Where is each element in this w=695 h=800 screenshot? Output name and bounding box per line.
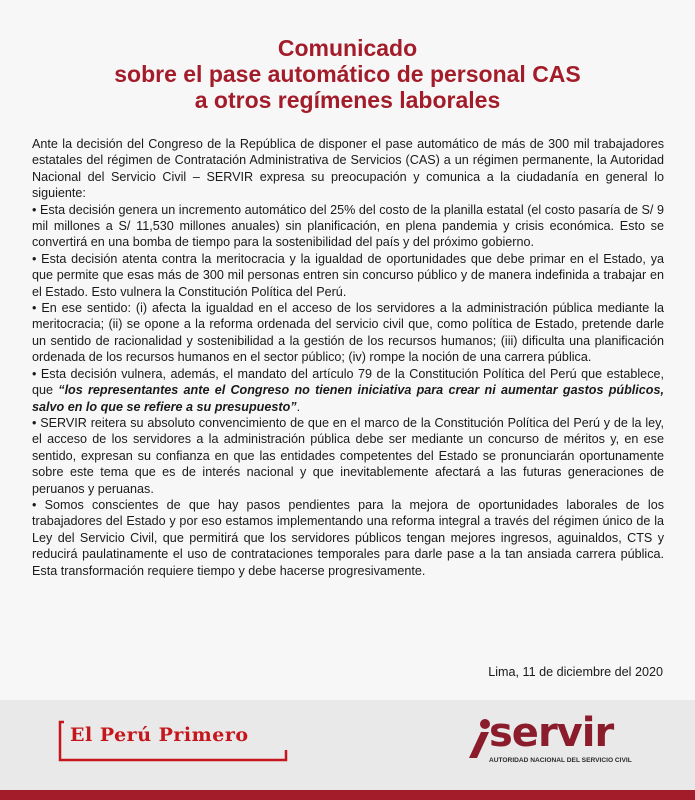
title-line-3: a otros regímenes laborales: [194, 87, 501, 113]
servir-subtitle: AUTORIDAD NACIONAL DEL SERVICIO CIVIL: [489, 757, 632, 764]
peru-primero-logo: [58, 720, 288, 762]
servir-logo: [465, 712, 675, 782]
bullet-reform: • Somos conscientes de que hay pasos pendientes para la mejora de oportunidades laborales de los trabajadores del Estado y por eso estamos implementando una reforma integral a través del régimen único de la Ley del Servicio Civil, que permitirá que los servidores públicos tengan mejores ingresos, aguinaldos, CTS y reducirá paulatinamente el uso de contrataciones temporales para darle pase a la tan ansiada carrera pública. Esta transformación requiere tiempo y debe hacerse progresivamente.: [32, 497, 664, 578]
intro-paragraph: Ante la decisión del Congreso de la República de disponer el pase automático de más de 300 mil trabajadores estatales del régimen de Contratación Administrativa de Servicios (CAS) a un régimen permanente, la Autoridad Nacional del Servicio Civil – SERVIR expresa su preocupación y comunica a la ciudadanía en general lo siguiente:: [32, 137, 664, 201]
title-line-1: Comunicado: [277, 35, 418, 61]
date-line: Lima, 11 de diciembre del 2020: [488, 665, 663, 679]
bullet-meritocracy: • Esta decisión atenta contra la meritocracia y la igualdad de oportunidades que debe primar en el Estado, ya que permite que esas más de 300 mil personas entren sin concurso público y de manera indefinida a trabajar en el Estado. Esto vulnera la Constitución Política del Perú.: [32, 251, 664, 299]
communique-body: [32, 136, 664, 579]
bullet-article-79-text: • Esta decisión vulnera, además, el mandato del artículo 79 de la Constitución Política del Perú que establece, que: [32, 366, 664, 398]
bullet-consequences: • En ese sentido: (i) afecta la igualdad en el acceso de los servidores a la administración pública mediante la meritocracia; (ii) se opone a la reforma ordenada del servicio civil que, como política de Estado, pretende darle un sentido de racionalidad y sostenibilidad a la gestión de los recursos humanos; (iii) dificulta una planificación ordenada de los recursos humanos en el sector público; (iv) rompe la noción de una carrera pública.: [32, 301, 664, 365]
bullet-servir-conviction: • SERVIR reitera su absoluto convencimiento de que en el marco de la Constitución Política del Perú y de la ley, el acceso de los servidores a la administración pública debe ser mediante un concurso de méritos y, en ese sentido, expresan su confianza en que las entidades competentes del Estado se pronunciarán oportunamente sobre este tema que es de interés nacional y que inevitablemente afectará a las futuras generaciones de peruanos y peruanas.: [32, 415, 664, 496]
bullet-article-79-end: .: [296, 399, 301, 414]
communique-title: [0, 35, 695, 113]
bullet-article-79: [32, 366, 664, 415]
footer-bar: [0, 790, 695, 800]
servir-wordmark: servir: [489, 710, 614, 756]
bullet-cost: • Esta decisión genera un incremento automático del 25% del costo de la planilla estatal (el costo pasaría de S/ 9 mil millones a S/ 11,530 millones anuales) sin planificación, en plena pandemia y crisis económica. Esto se convertirá en una bomba de tiempo para la sostenibilidad del país y del próximo gobierno.: [32, 202, 664, 250]
constitution-quote: “los representantes ante el Congreso no tienen iniciativa para crear ni aumentar gastos públicos, salvo en lo que se refiere a su presupuesto”: [32, 383, 664, 414]
title-line-2: sobre el pase automático de personal CAS: [114, 61, 581, 87]
peru-primero-wordmark: El Perú Primero: [70, 724, 249, 746]
